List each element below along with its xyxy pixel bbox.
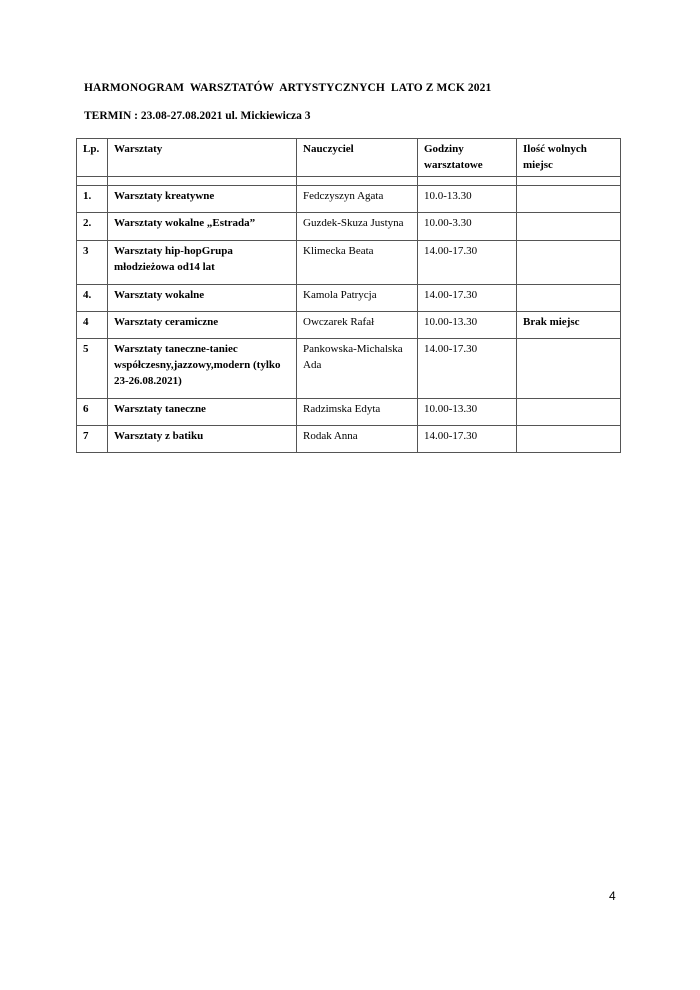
cell-seats: [517, 241, 621, 285]
cell-workshop: Warsztaty ceramiczne: [108, 312, 297, 339]
cell-lp: 1.: [77, 186, 108, 213]
cell-lp: 7: [77, 426, 108, 453]
document-title: HARMONOGRAM WARSZTATÓW ARTYSTYCZNYCH LATO Z MCK 2021: [84, 82, 492, 94]
table-gap-row: [77, 177, 621, 186]
cell-seats: [517, 339, 621, 399]
cell-workshop: Warsztaty taneczne-taniec współczesny,jazzowy,modern (tylko 23-26.08.2021): [108, 339, 297, 399]
schedule-table: [76, 138, 621, 453]
cell-workshop: Warsztaty kreatywne: [108, 186, 297, 213]
cell-hours: 14.00-17.30: [418, 426, 517, 453]
table-row: [77, 399, 621, 426]
document-subtitle: TERMIN : 23.08-27.08.2021 ul. Mickiewicza 3: [84, 110, 311, 122]
cell-hours: 14.00-17.30: [418, 241, 517, 285]
page-number: 4: [609, 889, 616, 903]
cell-workshop: Warsztaty wokalne „Estrada”: [108, 213, 297, 241]
cell-seats: [517, 213, 621, 241]
cell-teacher: Pankowska-Michalska Ada: [297, 339, 418, 399]
table-row: [77, 426, 621, 453]
header-lp: Lp.: [77, 139, 108, 177]
cell-hours: 14.00-17.30: [418, 339, 517, 399]
table-row: [77, 241, 621, 285]
cell-lp: 3: [77, 241, 108, 285]
cell-hours: 14.00-17.30: [418, 285, 517, 312]
header-workshop: Warsztaty: [108, 139, 297, 177]
cell-workshop: Warsztaty wokalne: [108, 285, 297, 312]
cell-hours: 10.00-13.30: [418, 399, 517, 426]
cell-seats: [517, 285, 621, 312]
cell-teacher: Rodak Anna: [297, 426, 418, 453]
cell-teacher: Kamola Patrycja: [297, 285, 418, 312]
table-row: [77, 186, 621, 213]
cell-seats: [517, 186, 621, 213]
cell-workshop: Warsztaty hip-hopGrupa młodzieżowa od14 lat: [108, 241, 297, 285]
cell-lp: 5: [77, 339, 108, 399]
cell-lp: 2.: [77, 213, 108, 241]
cell-workshop: Warsztaty taneczne: [108, 399, 297, 426]
cell-hours: 10.0-13.30: [418, 186, 517, 213]
cell-hours: 10.00-3.30: [418, 213, 517, 241]
table-header-row: [77, 139, 621, 177]
header-hours: Godziny warsztatowe: [418, 139, 517, 177]
cell-lp: 6: [77, 399, 108, 426]
table-row: [77, 312, 621, 339]
cell-teacher: Guzdek-Skuza Justyna: [297, 213, 418, 241]
cell-lp: 4.: [77, 285, 108, 312]
cell-seats: [517, 426, 621, 453]
cell-teacher: Klimecka Beata: [297, 241, 418, 285]
header-seats: Ilość wolnych miejsc: [517, 139, 621, 177]
cell-seats: Brak miejsc: [517, 312, 621, 339]
cell-lp: 4: [77, 312, 108, 339]
table-row: [77, 339, 621, 399]
table-row: [77, 213, 621, 241]
cell-hours: 10.00-13.30: [418, 312, 517, 339]
header-teacher: Nauczyciel: [297, 139, 418, 177]
table-row: [77, 285, 621, 312]
cell-teacher: Radzimska Edyta: [297, 399, 418, 426]
cell-teacher: Owczarek Rafał: [297, 312, 418, 339]
cell-teacher: Fedczyszyn Agata: [297, 186, 418, 213]
cell-workshop: Warsztaty z batiku: [108, 426, 297, 453]
cell-seats: [517, 399, 621, 426]
